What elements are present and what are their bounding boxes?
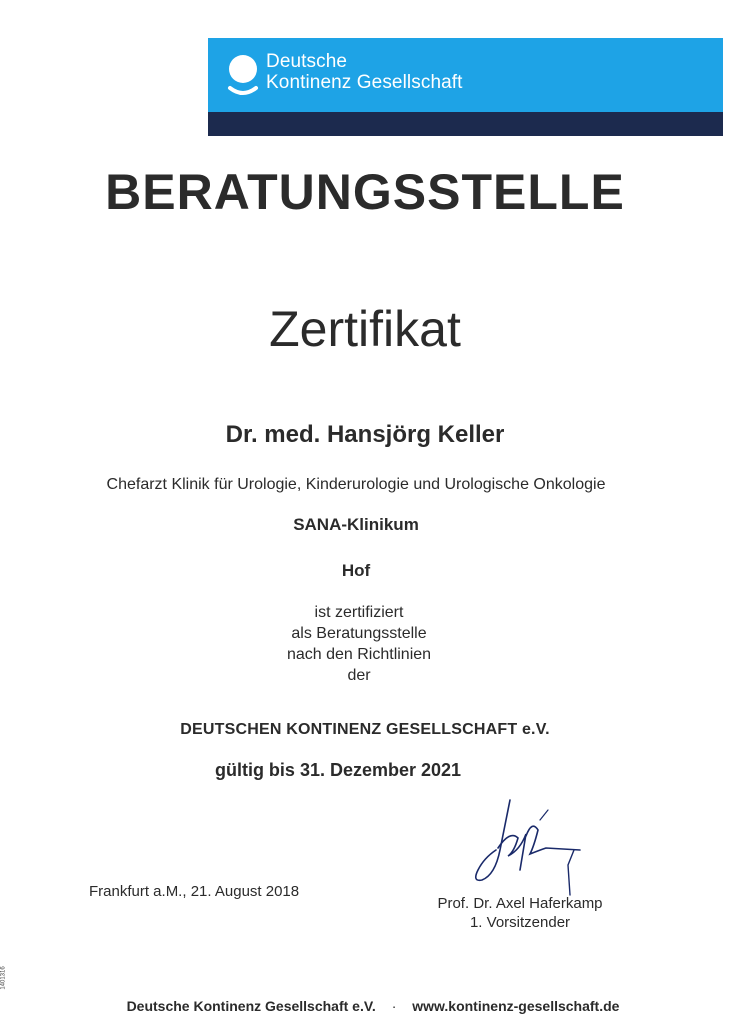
footer [8,998,730,1014]
statement-line-1: ist zertifiziert [314,604,404,621]
circle-smile-icon [226,54,260,98]
signature-image [470,790,585,900]
signer-role: 1. Vorsitzender [469,914,571,931]
footer-separator: · [391,998,397,1014]
place-and-date: Frankfurt a.M., 21. August 2018 [89,883,300,900]
statement-line-4: der [347,667,371,684]
logo-line-1: Deutsche [266,51,348,72]
certificate-heading: BERATUNGSSTELLE [105,164,625,220]
header-banner [208,38,723,136]
logo-line-2: Kontinenz Gesellschaft [266,72,463,93]
recipient-city: Hof [341,561,371,580]
footer-url[interactable]: www.kontinenz-gesellschaft.de [412,998,620,1014]
statement-line-2: als Beratungsstelle [291,625,427,642]
recipient-name: Dr. med. Hansjörg Keller [225,421,505,448]
statement-line-3: nach den Richtlinien [286,646,432,663]
signer-block [420,894,620,932]
society-name: DEUTSCHEN KONTINENZ GESELLSCHAFT e.V. [180,721,550,738]
recipient-clinic: SANA-Klinikum [293,515,419,534]
document-number: 1401316 [0,966,7,990]
certification-statement [0,602,724,686]
recipient-position: Chefarzt Klinik für Urologie, Kinderurologie und Urologische Onkologie [106,476,606,493]
banner-stripe [208,112,723,136]
signer-name: Prof. Dr. Axel Haferkamp [437,895,603,912]
certificate-title: Zertifikat [269,301,461,357]
footer-org: Deutsche Kontinenz Gesellschaft e.V. [126,998,376,1014]
logo-text [266,51,463,93]
validity-date: gültig bis 31. Dezember 2021 [214,760,462,780]
